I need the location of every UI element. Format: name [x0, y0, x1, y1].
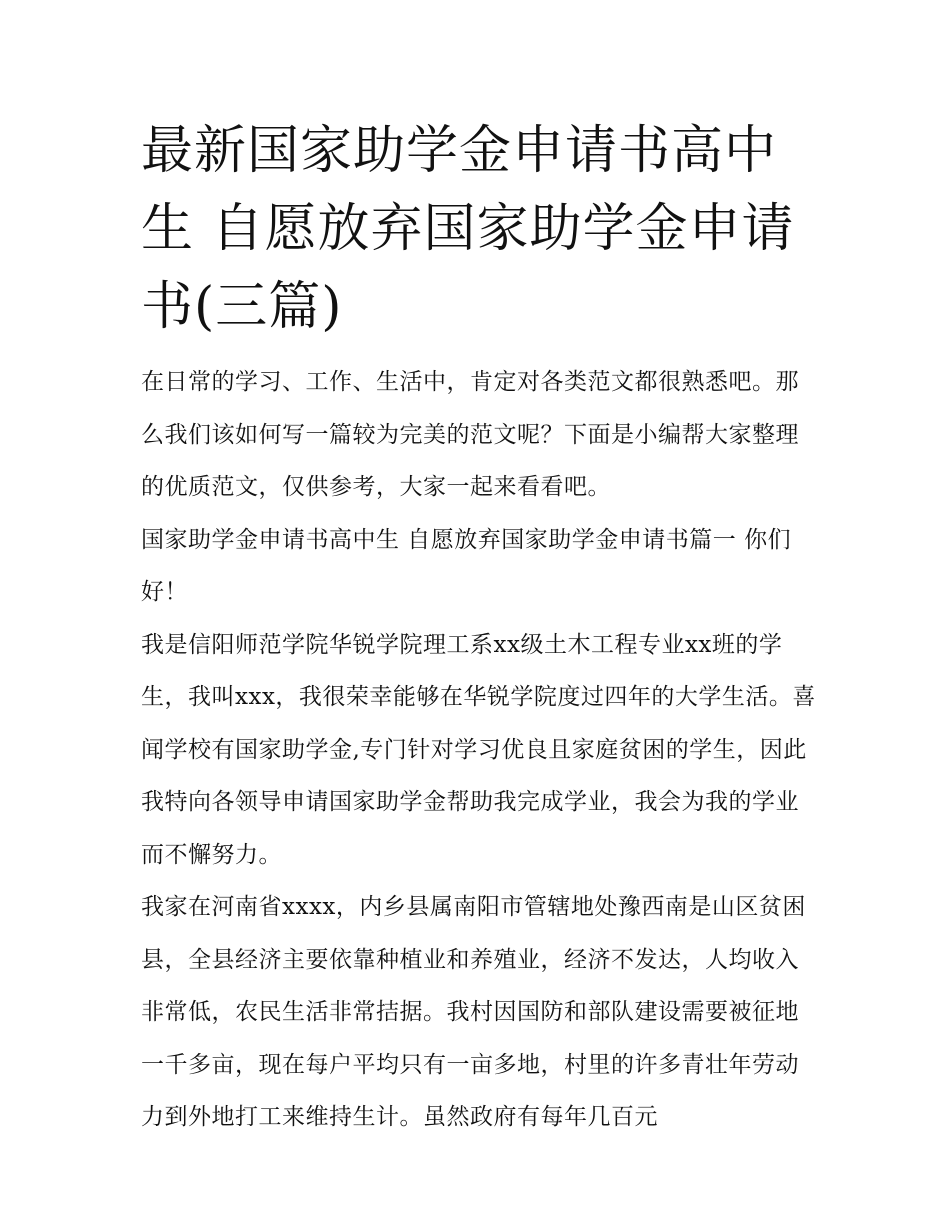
paragraph-intro: 在日常的学习、工作、生活中，肯定对各类范文都很熟悉吧。那么我们该如何写一篇较为完美的范文呢？下面是小编帮大家整理的优质范文，仅供参考，大家一起来看看吧。: [141, 369, 799, 500]
paragraph-family-background: 我家在河南省xxxx，内乡县属南阳市管辖地处豫西南是山区贫困县，全县经济主要依靠种植业和养殖业，经济不发达，人均收入非常低，农民生活非常拮据。我村因国防和部队建设需要被征地一千多亩，现在每户平均只有一亩多地，村里的许多青壮年劳动力到外地打工来维持生计。虽然政府有每年几百元: [141, 894, 806, 1130]
paragraph-self-introduction: 我是信阳师范学院华锐学院理工系xx级土木工程专业xx班的学生，我叫xxx，我很荣幸能够在华锐学院度过四年的大学生活。喜闻学校有国家助学金,专门针对学习优良且家庭贫困的学生，因此我特向各领导申请国家助学金帮助我完成学业，我会为我的学业而不懈努力。: [141, 631, 816, 868]
paragraph-heading-greeting: 国家助学金申请书高中生 自愿放弃国家助学金申请书篇一 你们好！: [141, 526, 792, 605]
document-title: 最新国家助学金申请书高中生 自愿放弃国家助学金申请书(三篇): [141, 121, 795, 337]
document-page: [141, 112, 821, 1144]
document-body: [141, 356, 821, 1144]
